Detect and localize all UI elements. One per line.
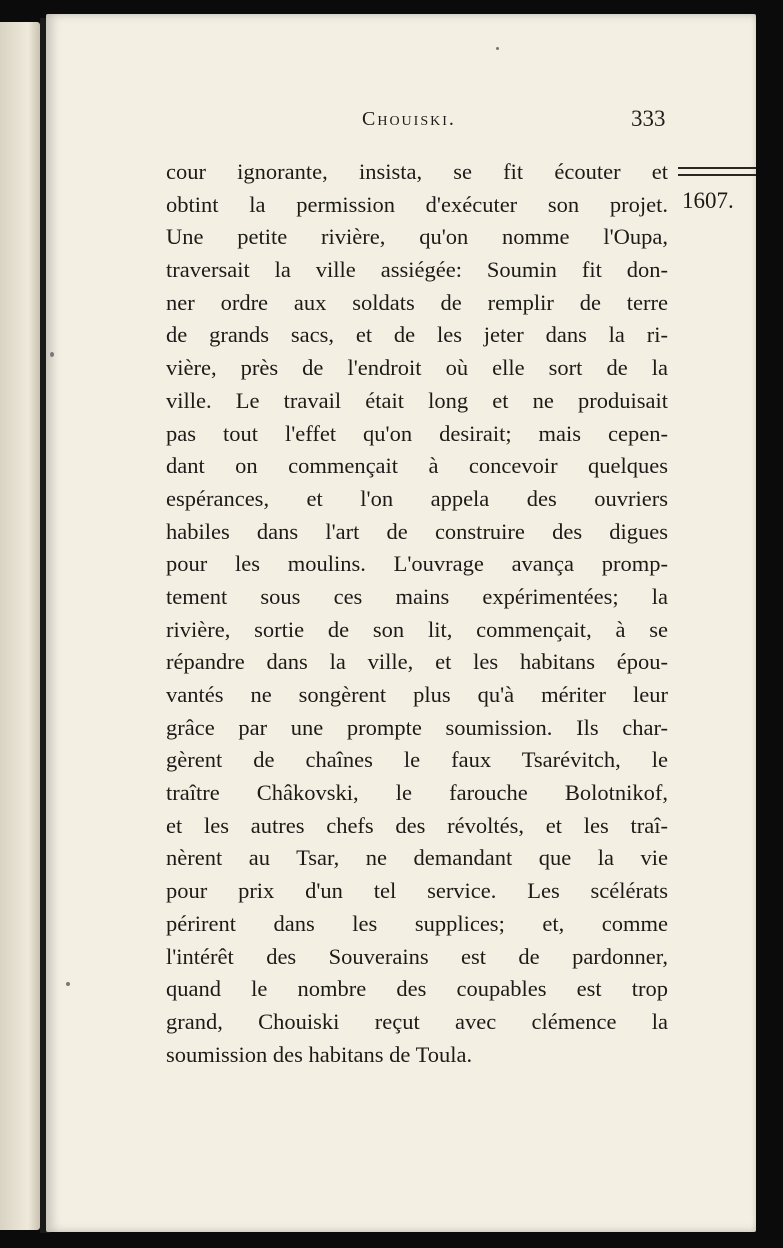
paper-speck xyxy=(496,47,499,50)
text-line: pour prix d'un tel service. Les scélérats xyxy=(166,878,668,904)
text-line: vantés ne songèrent plus qu'à mériter leur xyxy=(166,682,668,707)
paper-speck xyxy=(66,982,70,986)
text-line: répandre dans la ville, et les habitans épou- xyxy=(166,649,668,675)
page-number: 333 xyxy=(631,106,666,131)
text-line: habiles dans l'art de construire des digues xyxy=(166,518,668,544)
text-line: traversait la ville assiégée: Soumin fit don- xyxy=(166,257,668,283)
text-line: ner ordre aux soldats de remplir de terre xyxy=(166,289,668,315)
text-line: pour les moulins. L'ouvrage avança promp- xyxy=(166,551,668,577)
text-line: et les autres chefs des révoltés, et les traî- xyxy=(166,812,668,838)
book-page xyxy=(46,14,756,1232)
margin-rule xyxy=(678,167,756,176)
text-line: vière, près de l'endroit où elle sort de la xyxy=(166,355,668,381)
text-line: gèrent de chaînes le faux Tsarévitch, le xyxy=(166,747,668,773)
text-line: ville. Le travail était long et ne produisait xyxy=(166,387,668,413)
text-line: Une petite rivière, qu'on nomme l'Oupa, xyxy=(166,224,668,250)
text-line: traître Châkovski, le farouche Bolotnikof, xyxy=(166,780,668,806)
text-line: périrent dans les supplices; et, comme xyxy=(166,910,668,936)
text-line: grand, Chouiski reçut avec clémence la xyxy=(166,1008,668,1034)
running-head: Chouiski. xyxy=(362,108,456,130)
text-line: quand le nombre des coupables est trop xyxy=(166,976,668,1002)
text-line: grâce par une prompte soumission. Ils char- xyxy=(166,714,668,740)
text-line: obtint la permission d'exécuter son projet. xyxy=(166,191,668,217)
text-line: nèrent au Tsar, ne demandant que la vie xyxy=(166,845,668,871)
margin-year: 1607. xyxy=(682,188,734,213)
text-line: l'intérêt des Souverains est de pardonner, xyxy=(166,943,668,969)
text-line: soumission des habitans de Toula. xyxy=(166,1041,473,1067)
text-line: dant on commençait à concevoir quelques xyxy=(166,453,668,479)
text-line: rivière, sortie de son lit, commençait, à se xyxy=(166,616,668,642)
page-header xyxy=(46,106,756,136)
text-line: cour ignorante, insista, se fit écouter et xyxy=(166,159,668,184)
text-line: tement sous ces mains expérimentées; la xyxy=(166,583,668,609)
text-line: de grands sacs, et de les jeter dans la ri- xyxy=(166,322,668,348)
text-line: pas tout l'effet qu'on desirait; mais cepen- xyxy=(166,420,668,446)
paper-speck xyxy=(50,352,54,357)
facing-page-edge xyxy=(0,22,40,1230)
body-text xyxy=(166,156,668,1071)
text-line: espérances, et l'on appela des ouvriers xyxy=(166,485,668,511)
